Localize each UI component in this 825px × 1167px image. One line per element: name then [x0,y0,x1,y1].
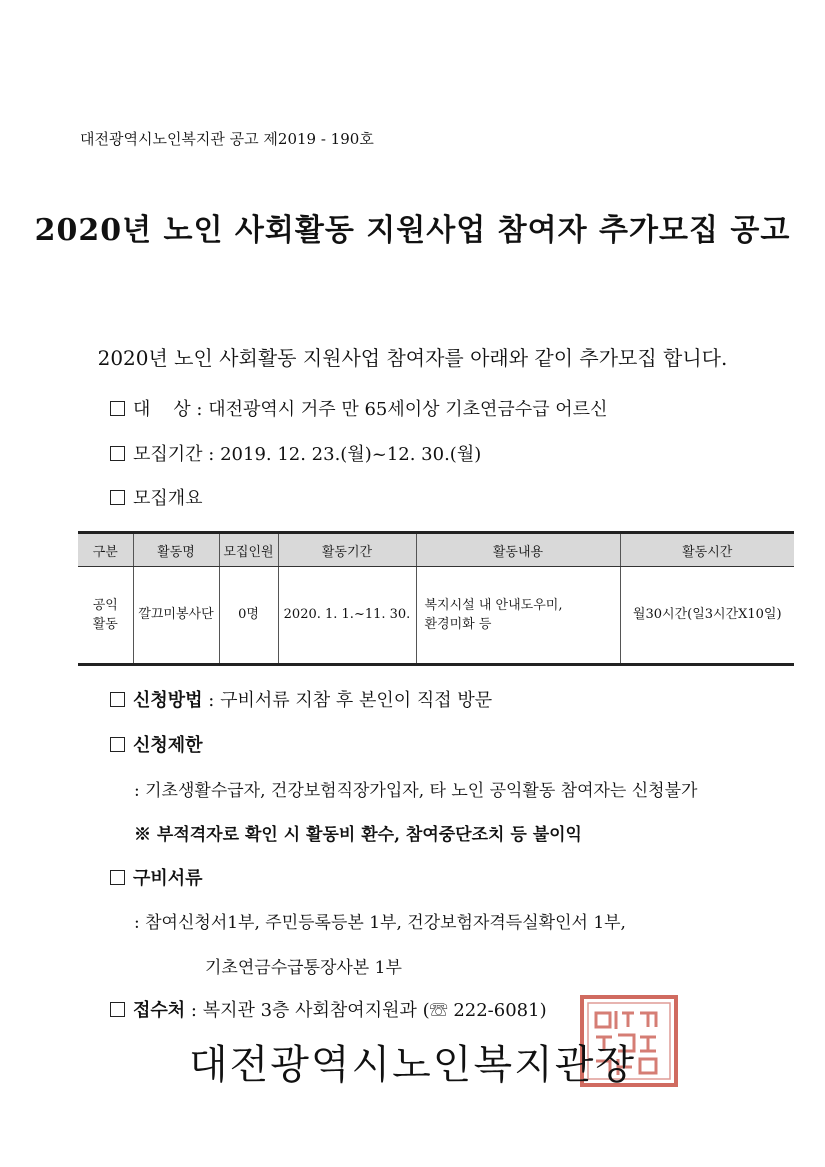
restriction-line1: : 기초생활수급자, 건강보험직장가입자, 타 노인 공익활동 참여자는 신청불가 [134,781,698,801]
checkbox-icon [110,446,125,461]
apply-method-item [110,686,492,712]
content-line: 환경미화 등 [424,617,492,632]
header-recruit: 모집인원 [219,533,278,567]
documents-item [110,864,203,890]
overview-label: 모집개요 [133,488,203,509]
category-line: 공익 [92,597,118,613]
documents-line1: : 참여신청서1부, 주민등록등본 1부, 건강보험자격득실확인서 1부, [134,913,626,933]
restriction-item [110,731,203,757]
target-value: : 대전광역시 거주 만 65세이상 기초연금수급 어르신 [196,399,608,420]
cell-period: 2020. 1. 1.~11. 30. [278,567,416,665]
target-label: 대 상 [133,399,191,420]
checkbox-icon [110,1002,125,1017]
period-value: : 2019. 12. 23.(월)~12. 30.(월) [208,444,482,465]
overview-table [78,531,794,666]
content-line: 복지시설 내 안내도우미, [424,597,563,613]
checkbox-icon [110,401,125,416]
restriction-label: 신청제한 [133,735,203,756]
page-title: 2020년 노인 사회활동 지원사업 참여자 추가모집 공고 [34,213,791,248]
cell-hours: 월30시간(일3시간X10일) [620,567,794,665]
reception-value: : 복지관 3층 사회참여지원과 (☏ 222-6081) [190,1000,547,1021]
cell-category [78,567,133,665]
period-label: 모집기간 [133,444,203,465]
apply-method-label: 신청방법 [133,690,203,711]
header-content: 활동내용 [416,533,620,567]
notice-number: 대전광역시노인복지관 공고 제2019 - 190호 [80,130,374,148]
documents-line2: 기초연금수급통장사본 1부 [205,958,402,978]
intro-text: 2020년 노인 사회활동 지원사업 참여자를 아래와 같이 추가모집 합니다. [97,346,728,370]
cell-recruit: 0명 [219,567,278,665]
documents-label: 구비서류 [133,868,203,889]
checkbox-icon [110,870,125,885]
director-signature: 대전광역시노인복지관장 [188,1042,637,1088]
checkbox-icon [110,490,125,505]
checkbox-icon [110,692,125,707]
reception-item [110,996,547,1022]
reception-label: 접수처 [133,1000,186,1021]
restriction-line2: ※ 부적격자로 확인 시 활동비 환수, 참여중단조치 등 불이익 [134,825,582,845]
table-header-row [78,533,794,567]
apply-method-value: : 구비서류 지참 후 본인이 직접 방문 [208,690,493,711]
table-row [78,567,794,665]
cell-activity: 깔끄미봉사단 [133,567,219,665]
overview-item [110,484,203,510]
target-item [110,395,607,421]
category-line: 활동 [92,617,118,632]
header-hours: 활동시간 [620,533,794,567]
header-period: 활동기간 [278,533,416,567]
header-activity: 활동명 [133,533,219,567]
header-category: 구분 [78,533,133,567]
cell-content [416,567,620,665]
checkbox-icon [110,737,125,752]
period-item [110,440,481,466]
